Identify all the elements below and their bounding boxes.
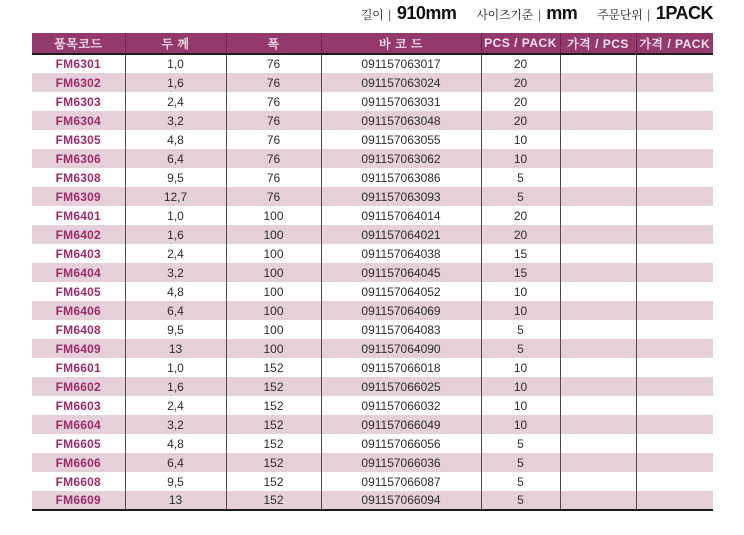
table-row: [32, 339, 713, 358]
width-cell: 100: [226, 339, 321, 358]
price-pack-cell: [636, 282, 713, 301]
table-row: [32, 225, 713, 244]
thickness-cell: 13: [125, 339, 226, 358]
item-code-cell: FM6602: [55, 379, 101, 394]
thickness-cell: 1,6: [125, 225, 226, 244]
column-header-price-pcs: 가격 / PCS: [560, 33, 636, 54]
price-pack-cell: [636, 358, 713, 377]
price-pack-cell: [636, 415, 713, 434]
price-pcs-cell: [560, 377, 636, 396]
price-pcs-cell: [560, 244, 636, 263]
item-code-cell: FM6606: [55, 455, 101, 470]
width-cell: 152: [226, 472, 321, 491]
barcode-cell: 091157066025: [321, 377, 481, 396]
thickness-cell: 12,7: [125, 187, 226, 206]
price-pack-cell: [636, 225, 713, 244]
thickness-cell: 4,8: [125, 434, 226, 453]
width-cell: 152: [226, 396, 321, 415]
item-code-cell: FM6308: [55, 170, 101, 185]
price-pack-cell: [636, 263, 713, 282]
pcs-pack-cell: 20: [481, 111, 560, 130]
table-row: [32, 54, 713, 73]
width-cell: 100: [226, 225, 321, 244]
order-unit-value: 1PACK: [655, 3, 713, 23]
barcode-cell: 091157063093: [321, 187, 481, 206]
price-pack-cell: [636, 206, 713, 225]
price-pcs-cell: [560, 453, 636, 472]
thickness-cell: 2,4: [125, 244, 226, 263]
table-row: [32, 301, 713, 320]
price-pcs-cell: [560, 282, 636, 301]
size-standard-value: mm: [546, 3, 578, 23]
info-bar: [361, 3, 713, 24]
thickness-cell: 6,4: [125, 453, 226, 472]
table-row: [32, 73, 713, 92]
item-code-cell: FM6608: [55, 474, 101, 489]
price-pcs-cell: [560, 73, 636, 92]
column-header-width: 폭: [226, 33, 321, 54]
pcs-pack-cell: 15: [481, 244, 560, 263]
thickness-cell: 9,5: [125, 472, 226, 491]
price-pack-cell: [636, 149, 713, 168]
price-pack-cell: [636, 491, 713, 510]
width-cell: 76: [226, 187, 321, 206]
price-pack-cell: [636, 130, 713, 149]
table-row: [32, 396, 713, 415]
price-pcs-cell: [560, 396, 636, 415]
pcs-pack-cell: 20: [481, 225, 560, 244]
table-row: [32, 130, 713, 149]
item-code-cell: FM6605: [55, 436, 101, 451]
item-code-cell: FM6304: [55, 113, 101, 128]
separator-bar: |: [647, 7, 651, 22]
price-pcs-cell: [560, 111, 636, 130]
pcs-pack-cell: 5: [481, 339, 560, 358]
pcs-pack-cell: 20: [481, 73, 560, 92]
price-pcs-cell: [560, 263, 636, 282]
price-pcs-cell: [560, 168, 636, 187]
width-cell: 100: [226, 244, 321, 263]
thickness-cell: 2,4: [125, 396, 226, 415]
table-row: [32, 358, 713, 377]
barcode-cell: 091157063055: [321, 130, 481, 149]
table-row: [32, 263, 713, 282]
width-cell: 100: [226, 282, 321, 301]
separator-bar: |: [388, 7, 392, 22]
thickness-cell: 6,4: [125, 301, 226, 320]
item-code-cell: FM6604: [55, 417, 101, 432]
price-pack-cell: [636, 301, 713, 320]
price-pack-cell: [636, 339, 713, 358]
barcode-cell: 091157066036: [321, 453, 481, 472]
price-pack-cell: [636, 472, 713, 491]
item-code-cell: FM6309: [55, 189, 101, 204]
column-header-item-code: 품목코드: [32, 33, 125, 54]
price-pcs-cell: [560, 206, 636, 225]
thickness-cell: 2,4: [125, 92, 226, 111]
table-row: [32, 320, 713, 339]
table-row: [32, 244, 713, 263]
width-cell: 100: [226, 206, 321, 225]
item-code-cell: FM6303: [55, 94, 101, 109]
length-value: 910mm: [396, 3, 457, 23]
item-code-cell: FM6603: [55, 398, 101, 413]
thickness-cell: 3,2: [125, 111, 226, 130]
price-pack-cell: [636, 453, 713, 472]
thickness-cell: 6,4: [125, 149, 226, 168]
length-info: [361, 3, 457, 24]
width-cell: 152: [226, 415, 321, 434]
table-body: [32, 54, 713, 510]
thickness-cell: 1,6: [125, 73, 226, 92]
item-code-cell: FM6305: [55, 132, 101, 147]
price-pcs-cell: [560, 491, 636, 510]
table-row: [32, 206, 713, 225]
barcode-cell: 091157066094: [321, 491, 481, 510]
item-code-cell: FM6406: [55, 303, 101, 318]
thickness-cell: 1,6: [125, 377, 226, 396]
table-header: [32, 33, 713, 54]
width-cell: 76: [226, 73, 321, 92]
thickness-cell: 13: [125, 491, 226, 510]
column-header-price-pack: 가격 / PACK: [636, 33, 713, 54]
table-row: [32, 92, 713, 111]
price-pack-cell: [636, 244, 713, 263]
pcs-pack-cell: 15: [481, 263, 560, 282]
price-pcs-cell: [560, 415, 636, 434]
pcs-pack-cell: 20: [481, 92, 560, 111]
price-pack-cell: [636, 377, 713, 396]
table-row: [32, 434, 713, 453]
width-cell: 152: [226, 491, 321, 510]
width-cell: 76: [226, 168, 321, 187]
barcode-cell: 091157064083: [321, 320, 481, 339]
price-pcs-cell: [560, 339, 636, 358]
thickness-cell: 9,5: [125, 168, 226, 187]
price-pack-cell: [636, 187, 713, 206]
barcode-cell: 091157064014: [321, 206, 481, 225]
price-pack-cell: [636, 54, 713, 73]
barcode-cell: 091157063086: [321, 168, 481, 187]
pcs-pack-cell: 10: [481, 358, 560, 377]
pcs-pack-cell: 10: [481, 301, 560, 320]
table-row: [32, 187, 713, 206]
table-row: [32, 377, 713, 396]
barcode-cell: 091157066018: [321, 358, 481, 377]
barcode-cell: 091157064045: [321, 263, 481, 282]
barcode-cell: 091157064038: [321, 244, 481, 263]
barcode-cell: 091157066032: [321, 396, 481, 415]
item-code-cell: FM6302: [55, 75, 101, 90]
pcs-pack-cell: 10: [481, 377, 560, 396]
price-pcs-cell: [560, 54, 636, 73]
width-cell: 152: [226, 434, 321, 453]
pcs-pack-cell: 5: [481, 472, 560, 491]
item-code-cell: FM6401: [55, 208, 101, 223]
size-standard-info: [476, 3, 577, 24]
table-row: [32, 472, 713, 491]
pcs-pack-cell: 10: [481, 130, 560, 149]
price-pack-cell: [636, 320, 713, 339]
order-unit-label: 주문단위: [597, 8, 643, 22]
table-row: [32, 168, 713, 187]
thickness-cell: 3,2: [125, 415, 226, 434]
thickness-cell: 3,2: [125, 263, 226, 282]
table-row: [32, 415, 713, 434]
barcode-cell: 091157064090: [321, 339, 481, 358]
table-row: [32, 111, 713, 130]
price-pack-cell: [636, 73, 713, 92]
price-pcs-cell: [560, 130, 636, 149]
width-cell: 76: [226, 54, 321, 73]
price-pack-cell: [636, 111, 713, 130]
price-pcs-cell: [560, 187, 636, 206]
price-pcs-cell: [560, 434, 636, 453]
column-header-barcode: 바 코 드: [321, 33, 481, 54]
table-row: [32, 453, 713, 472]
pcs-pack-cell: 5: [481, 491, 560, 510]
barcode-cell: 091157063031: [321, 92, 481, 111]
barcode-cell: 091157063062: [321, 149, 481, 168]
item-code-cell: FM6403: [55, 246, 101, 261]
width-cell: 152: [226, 358, 321, 377]
price-pack-cell: [636, 92, 713, 111]
price-pack-cell: [636, 434, 713, 453]
barcode-cell: 091157066087: [321, 472, 481, 491]
table-row: [32, 149, 713, 168]
barcode-cell: 091157063024: [321, 73, 481, 92]
width-cell: 152: [226, 377, 321, 396]
thickness-cell: 4,8: [125, 130, 226, 149]
pcs-pack-cell: 5: [481, 320, 560, 339]
product-table: [32, 33, 713, 511]
column-header-thickness: 두 께: [125, 33, 226, 54]
width-cell: 76: [226, 111, 321, 130]
price-pcs-cell: [560, 149, 636, 168]
price-pcs-cell: [560, 472, 636, 491]
pcs-pack-cell: 5: [481, 434, 560, 453]
price-pcs-cell: [560, 358, 636, 377]
item-code-cell: FM6609: [32, 491, 125, 510]
price-pack-cell: [636, 168, 713, 187]
thickness-cell: 1,0: [125, 206, 226, 225]
order-unit-info: [597, 3, 713, 24]
item-code-cell: FM6601: [55, 360, 101, 375]
pcs-pack-cell: 10: [481, 149, 560, 168]
barcode-cell: 091157064021: [321, 225, 481, 244]
item-code-cell: FM6402: [55, 227, 101, 242]
width-cell: 76: [226, 92, 321, 111]
thickness-cell: 4,8: [125, 282, 226, 301]
pcs-pack-cell: 10: [481, 396, 560, 415]
table-row: [32, 491, 713, 510]
width-cell: 76: [226, 149, 321, 168]
barcode-cell: 091157064052: [321, 282, 481, 301]
item-code-cell: FM6301: [55, 57, 101, 71]
price-pcs-cell: [560, 301, 636, 320]
column-header-pcs-pack: PCS / PACK: [481, 33, 560, 54]
price-pcs-cell: [560, 320, 636, 339]
width-cell: 100: [226, 320, 321, 339]
barcode-cell: 091157066056: [321, 434, 481, 453]
width-cell: 76: [226, 130, 321, 149]
pcs-pack-cell: 20: [481, 206, 560, 225]
thickness-cell: 1,0: [125, 54, 226, 73]
pcs-pack-cell: 5: [481, 453, 560, 472]
barcode-cell: 091157066049: [321, 415, 481, 434]
separator-bar: |: [538, 7, 541, 22]
width-cell: 152: [226, 453, 321, 472]
pcs-pack-cell: 5: [481, 187, 560, 206]
item-code-cell: FM6408: [55, 322, 101, 337]
size-standard-label: 사이즈기준: [476, 8, 533, 22]
item-code-cell: FM6405: [55, 284, 101, 299]
item-code-cell: FM6306: [55, 151, 101, 166]
price-pcs-cell: [560, 225, 636, 244]
barcode-cell: 091157063048: [321, 111, 481, 130]
barcode-cell: 091157064069: [321, 301, 481, 320]
barcode-cell: 091157063017: [321, 54, 481, 73]
pcs-pack-cell: 5: [481, 168, 560, 187]
price-pcs-cell: [560, 92, 636, 111]
width-cell: 100: [226, 263, 321, 282]
price-pack-cell: [636, 396, 713, 415]
table-row: [32, 282, 713, 301]
pcs-pack-cell: 10: [481, 282, 560, 301]
thickness-cell: 9,5: [125, 320, 226, 339]
item-code-cell: FM6409: [55, 341, 101, 356]
pcs-pack-cell: 10: [481, 415, 560, 434]
item-code-cell: FM6404: [55, 265, 101, 280]
thickness-cell: 1,0: [125, 358, 226, 377]
width-cell: 100: [226, 301, 321, 320]
pcs-pack-cell: 20: [481, 54, 560, 73]
length-label: 길이: [360, 8, 384, 22]
